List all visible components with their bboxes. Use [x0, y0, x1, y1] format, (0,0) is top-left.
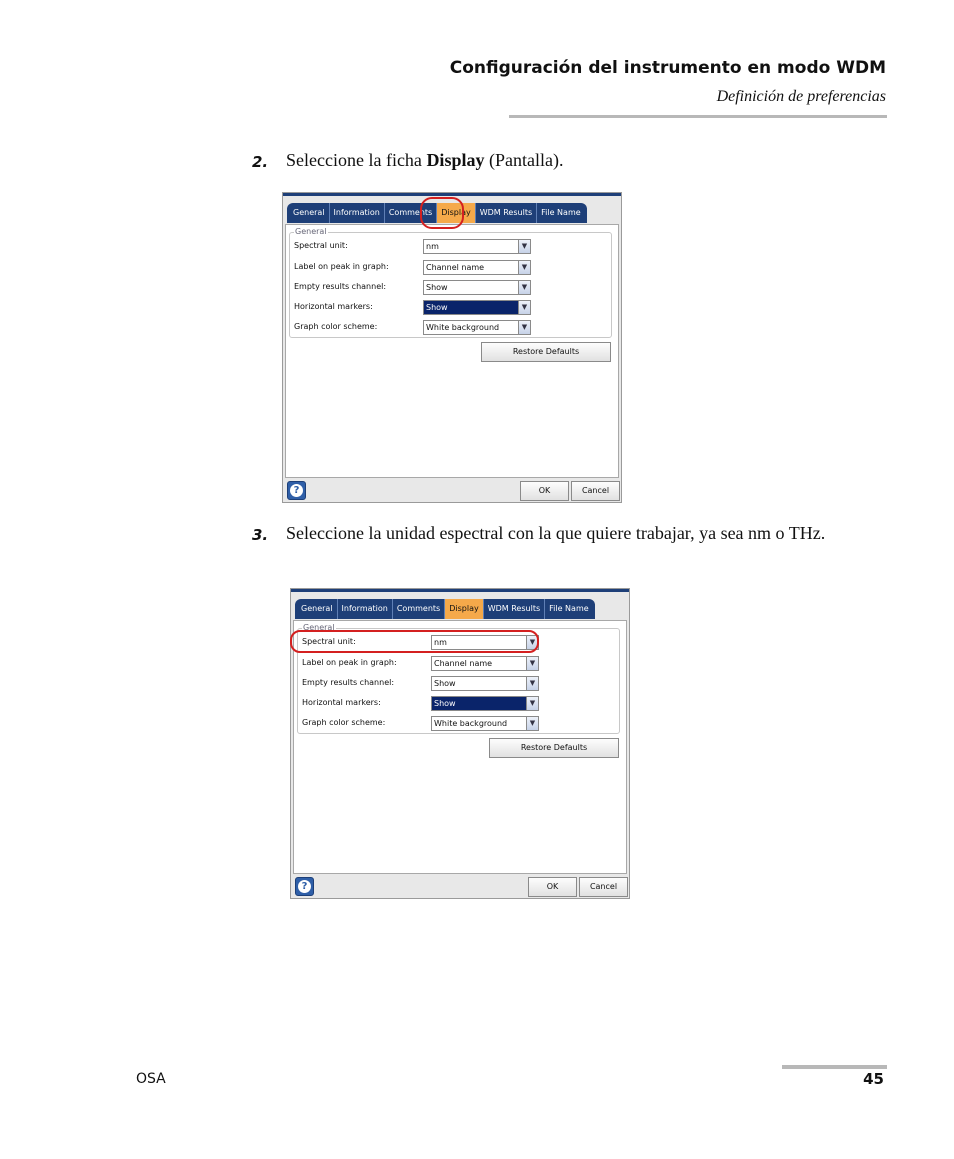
row-label-on-peak — [302, 656, 615, 670]
ok-button[interactable]: OK — [520, 481, 569, 501]
display-panel — [293, 620, 627, 874]
graph-color-select[interactable]: White background ▼ — [431, 716, 539, 731]
row-graph-color — [294, 320, 607, 334]
ok-button[interactable]: OK — [528, 877, 577, 897]
label-on-peak-label: Label on peak in graph: — [294, 262, 389, 271]
help-button[interactable] — [295, 877, 314, 896]
help-icon: ? — [290, 484, 303, 497]
horizontal-markers-label: Horizontal markers: — [302, 698, 381, 707]
row-spectral-unit — [294, 239, 607, 253]
tab-display[interactable]: Display — [437, 203, 476, 223]
label-on-peak-label: Label on peak in graph: — [302, 658, 397, 667]
tab-general[interactable]: General — [297, 599, 338, 619]
restore-defaults-button[interactable]: Restore Defaults — [481, 342, 611, 362]
tab-wdm-results[interactable]: WDM Results — [476, 203, 537, 223]
empty-results-select[interactable]: Show ▼ — [423, 280, 531, 295]
chevron-down-icon: ▼ — [518, 261, 530, 274]
step-text: Seleccione la ficha Display (Pantalla). — [286, 150, 564, 170]
chevron-down-icon: ▼ — [526, 677, 538, 690]
chevron-down-icon: ▼ — [518, 281, 530, 294]
spectral-unit-label: Spectral unit: — [302, 637, 356, 646]
dialog-footer — [283, 478, 621, 502]
step-text: Seleccione la unidad espectral con la que quiere trabajar, ya sea nm o THz. — [286, 523, 826, 543]
row-graph-color — [302, 716, 615, 730]
row-label-on-peak — [294, 260, 607, 274]
tab-file-name[interactable]: File Name — [541, 208, 581, 217]
tab-wdm-results[interactable]: WDM Results — [484, 599, 545, 619]
graph-color-label: Graph color scheme: — [302, 718, 386, 727]
horizontal-markers-select[interactable]: Show ▼ — [423, 300, 531, 315]
spectral-unit-select[interactable]: nm ▼ — [423, 239, 531, 254]
tab-strip — [295, 599, 595, 619]
step-number: 2. — [252, 153, 269, 171]
empty-results-label: Empty results channel: — [302, 678, 395, 687]
cancel-button[interactable]: Cancel — [579, 877, 628, 897]
graph-color-select[interactable]: White background ▼ — [423, 320, 531, 335]
horizontal-markers-label: Horizontal markers: — [294, 302, 373, 311]
dialog-top-bar — [291, 589, 629, 592]
page-header-subtitle: Definición de preferencias — [716, 88, 886, 105]
spectral-unit-label: Spectral unit: — [294, 241, 348, 250]
page-header-title: Configuración del instrumento en modo WDM — [449, 58, 886, 78]
dialog-footer — [291, 874, 629, 898]
footer-product: OSA — [136, 1071, 166, 1087]
graph-color-label: Graph color scheme: — [294, 322, 378, 331]
tab-display[interactable]: Display — [445, 599, 484, 619]
footer-rule — [782, 1065, 887, 1069]
chevron-down-icon: ▼ — [526, 697, 538, 710]
chevron-down-icon: ▼ — [518, 301, 530, 314]
empty-results-label: Empty results channel: — [294, 282, 387, 291]
chevron-down-icon: ▼ — [518, 240, 530, 253]
tab-information[interactable]: Information — [338, 599, 393, 619]
chevron-down-icon: ▼ — [526, 636, 538, 649]
tab-information[interactable]: Information — [330, 203, 385, 223]
row-horizontal-markers — [302, 696, 615, 710]
spectral-unit-highlight-circle — [290, 630, 539, 653]
label-on-peak-select[interactable]: Channel name ▼ — [423, 260, 531, 275]
spectral-unit-select[interactable]: nm ▼ — [431, 635, 539, 650]
preferences-dialog-1 — [282, 192, 622, 503]
help-button[interactable] — [287, 481, 306, 500]
step-number: 3. — [252, 526, 269, 544]
help-icon: ? — [298, 880, 311, 893]
row-empty-results — [302, 676, 615, 690]
tab-file-name[interactable]: File Name — [549, 604, 589, 613]
display-tab-highlight-circle — [420, 197, 464, 229]
cancel-button[interactable]: Cancel — [571, 481, 620, 501]
chevron-down-icon: ▼ — [526, 657, 538, 670]
general-group — [289, 227, 612, 338]
row-horizontal-markers — [294, 300, 607, 314]
chevron-down-icon: ▼ — [526, 717, 538, 730]
header-rule — [509, 115, 887, 118]
dialog-top-bar — [283, 193, 621, 196]
tab-comments[interactable]: Comments — [385, 203, 437, 223]
tab-comments[interactable]: Comments — [393, 599, 445, 619]
restore-defaults-button[interactable]: Restore Defaults — [489, 738, 619, 758]
group-label: General — [303, 623, 335, 632]
empty-results-select[interactable]: Show ▼ — [431, 676, 539, 691]
row-empty-results — [294, 280, 607, 294]
page-number: 45 — [863, 1070, 884, 1088]
tab-general[interactable]: General — [289, 203, 330, 223]
display-panel — [285, 224, 619, 478]
chevron-down-icon: ▼ — [518, 321, 530, 334]
label-on-peak-select[interactable]: Channel name ▼ — [431, 656, 539, 671]
group-label: General — [295, 227, 327, 236]
horizontal-markers-select[interactable]: Show ▼ — [431, 696, 539, 711]
